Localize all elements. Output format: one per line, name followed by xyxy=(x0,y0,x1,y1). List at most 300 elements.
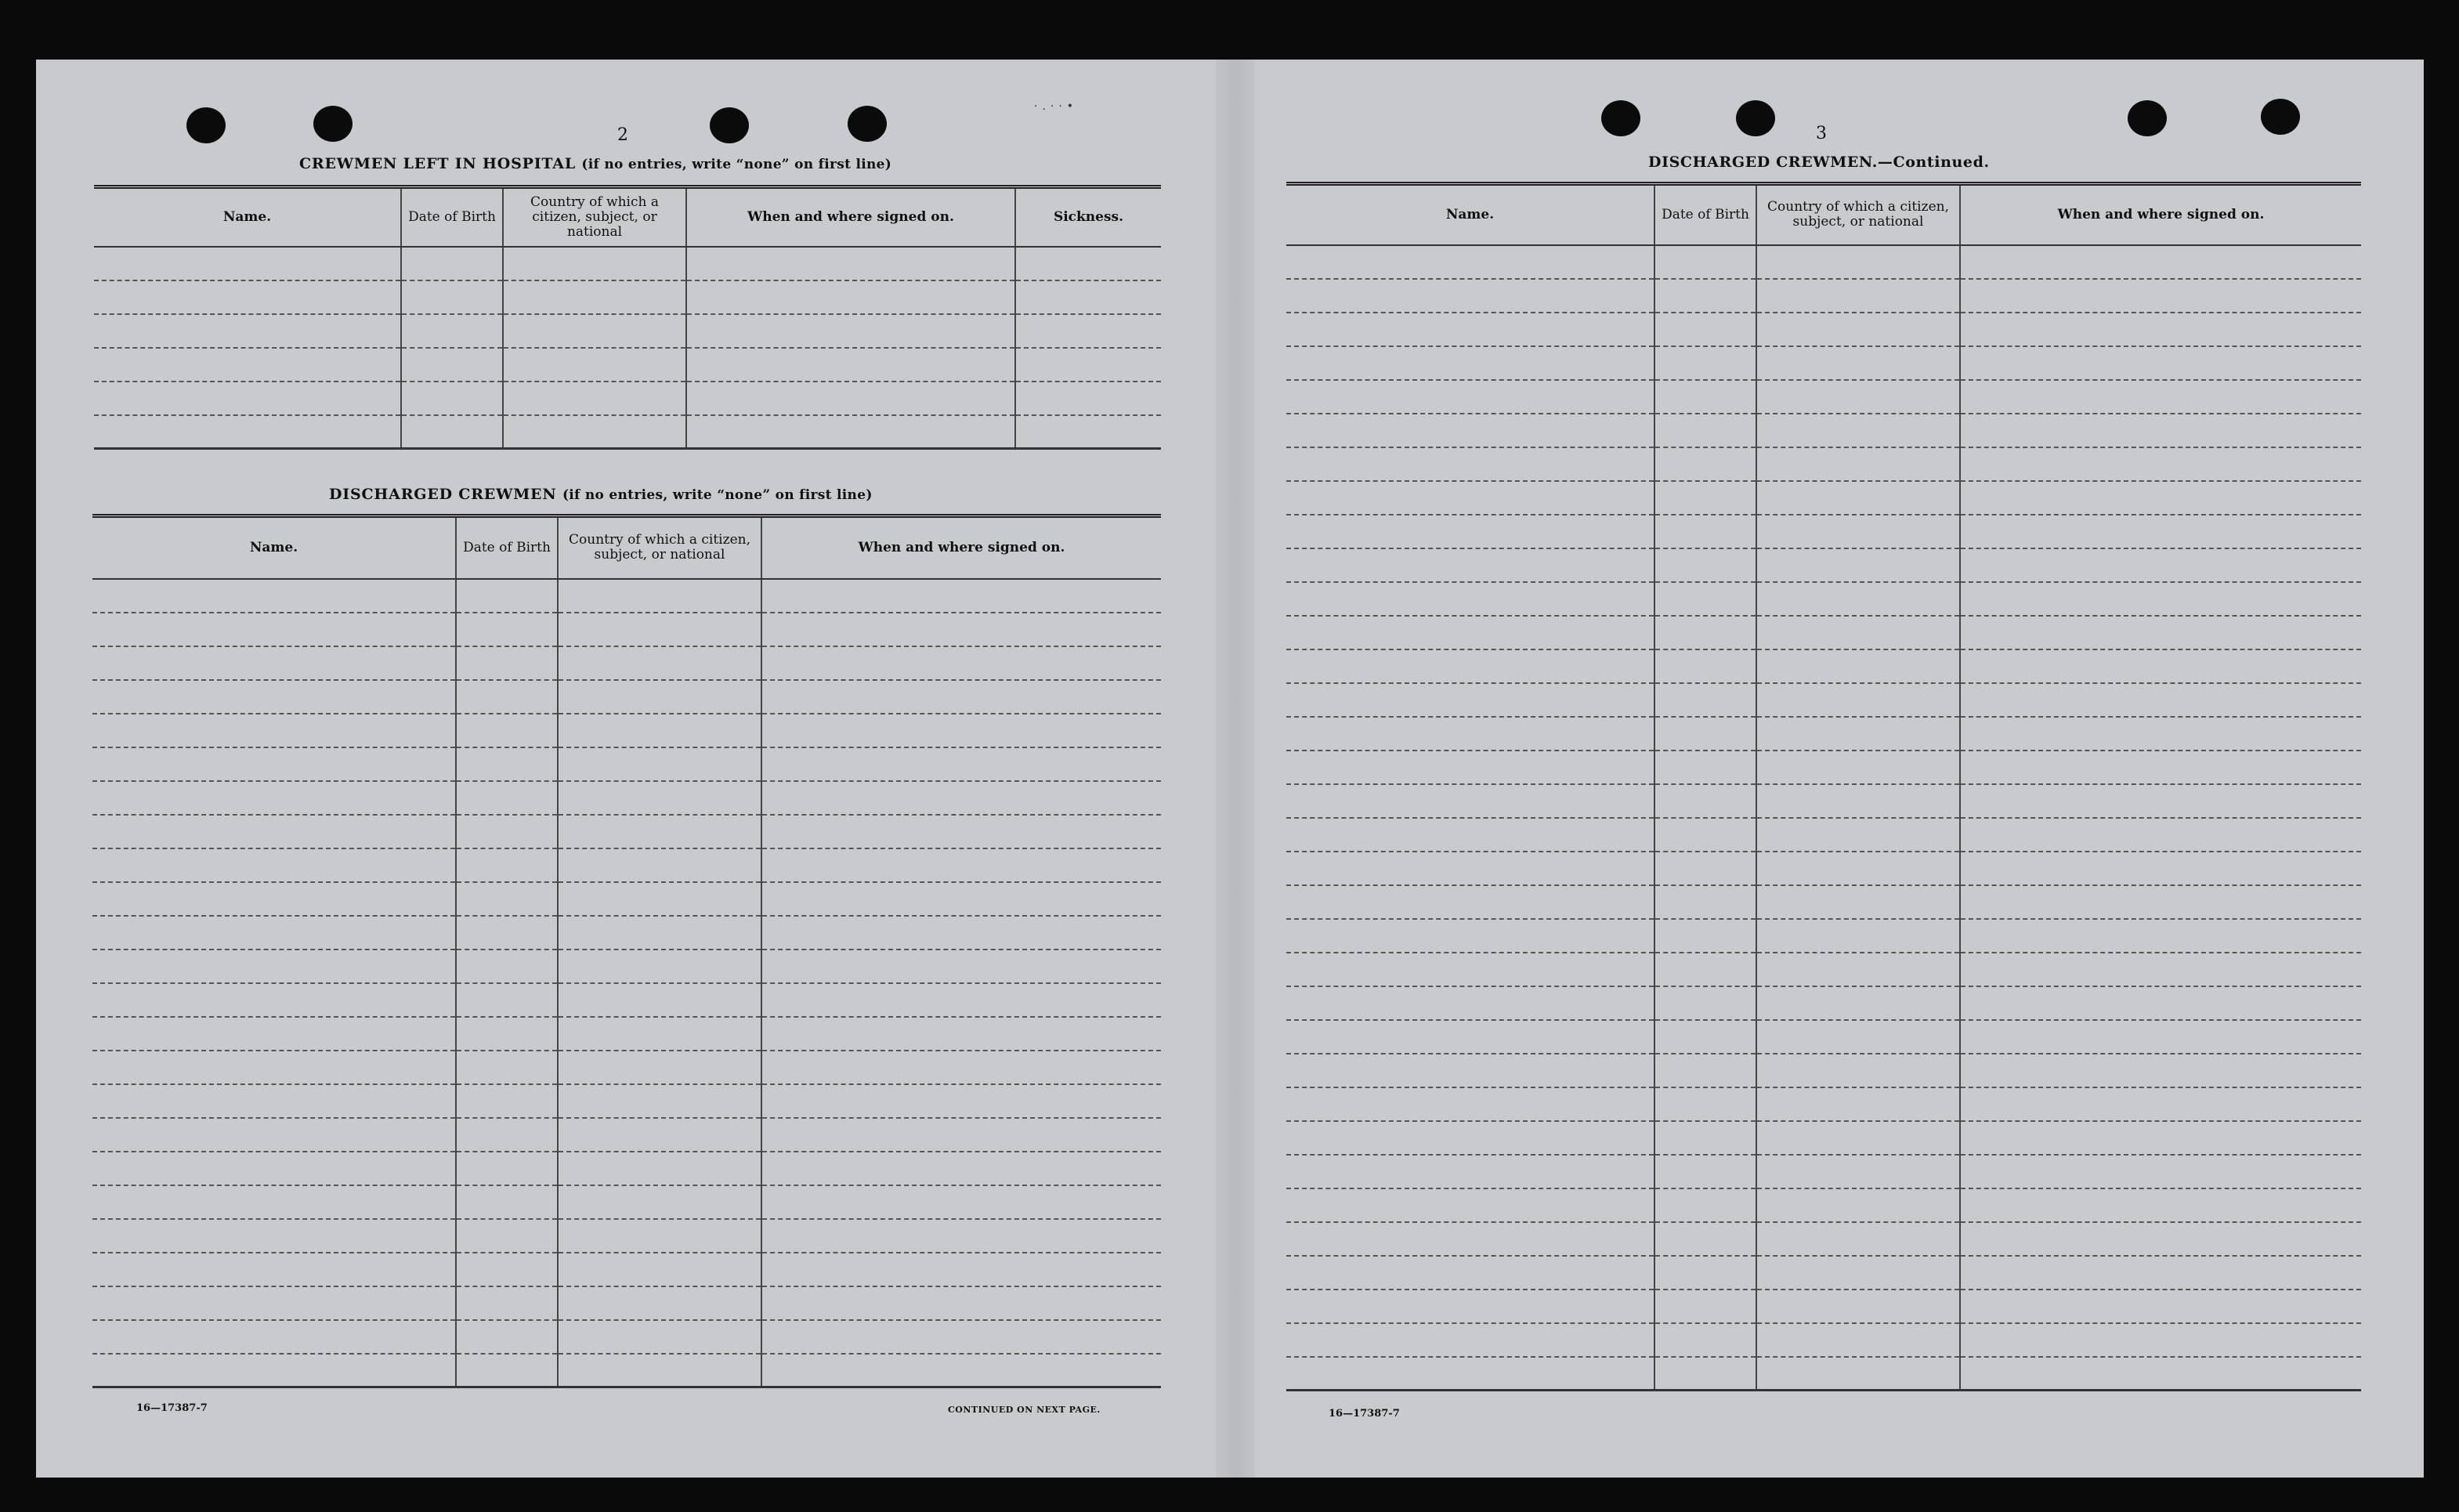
blank-entry-cell xyxy=(92,1320,456,1354)
blank-entry-cell xyxy=(456,747,558,781)
blank-entry-cell xyxy=(761,1084,1161,1118)
blank-entry-cell xyxy=(1654,582,1756,616)
blank-entry-row xyxy=(94,247,1161,280)
blank-entry-cell xyxy=(456,714,558,747)
blank-entry-cell xyxy=(1756,986,1960,1020)
blank-entry-cell xyxy=(1756,447,1960,481)
blank-entry-row xyxy=(92,747,1161,781)
col-sickness: Sickness. xyxy=(1015,187,1161,247)
blank-entry-cell xyxy=(92,680,456,714)
blank-entry-cell xyxy=(1286,245,1654,279)
blank-entry-cell xyxy=(1756,818,1960,852)
blank-entry-cell xyxy=(558,1118,761,1152)
page-number-right: 3 xyxy=(1816,124,1827,143)
blank-entry-cell xyxy=(1960,1357,2361,1391)
blank-entry-cell xyxy=(686,280,1015,314)
blank-entry-cell xyxy=(761,680,1161,714)
blank-entry-cell xyxy=(92,781,456,815)
blank-entry-row xyxy=(92,916,1161,950)
blank-entry-cell xyxy=(1286,986,1654,1020)
blank-entry-cell xyxy=(503,382,686,415)
blank-entry-cell xyxy=(1756,885,1960,919)
blank-entry-cell xyxy=(1286,818,1654,852)
blank-entry-cell xyxy=(456,1286,558,1320)
blank-entry-cell xyxy=(1756,1054,1960,1087)
blank-entry-cell xyxy=(94,382,401,415)
blank-entry-cell xyxy=(94,348,401,382)
col-name: Name. xyxy=(94,187,401,247)
blank-entry-cell xyxy=(1756,649,1960,683)
col-country: Country of which a citizen, subject, or national xyxy=(558,516,761,579)
blank-entry-row xyxy=(1286,481,2361,515)
blank-entry-cell xyxy=(1654,751,1756,784)
blank-entry-cell xyxy=(686,314,1015,348)
blank-entry-cell xyxy=(1286,1054,1654,1087)
hospital-table xyxy=(94,185,1161,450)
blank-entry-cell xyxy=(1286,1188,1654,1222)
blank-entry-cell xyxy=(761,1118,1161,1152)
blank-entry-cell xyxy=(1286,919,1654,953)
blank-entry-cell xyxy=(456,680,558,714)
col-signed-on: When and where signed on. xyxy=(686,187,1015,247)
blank-entry-row xyxy=(1286,447,2361,481)
blank-entry-cell xyxy=(1654,380,1756,414)
blank-entry-row xyxy=(92,680,1161,714)
blank-entry-cell xyxy=(1286,1323,1654,1357)
blank-entry-row xyxy=(1286,1188,2361,1222)
blank-entry-cell xyxy=(1654,649,1756,683)
blank-entry-cell xyxy=(1756,717,1960,751)
blank-entry-cell xyxy=(1654,953,1756,986)
blank-entry-cell xyxy=(94,247,401,280)
blank-entry-cell xyxy=(1756,1323,1960,1357)
blank-entry-cell xyxy=(1015,247,1161,280)
blank-entry-row xyxy=(92,1320,1161,1354)
blank-entry-row xyxy=(1286,582,2361,616)
blank-entry-cell xyxy=(558,1253,761,1286)
blank-entry-row xyxy=(1286,380,2361,414)
blank-entry-cell xyxy=(761,1253,1161,1286)
blank-entry-cell xyxy=(92,1118,456,1152)
blank-entry-cell xyxy=(1286,784,1654,818)
blank-entry-cell xyxy=(1960,1323,2361,1357)
blank-entry-cell xyxy=(1286,649,1654,683)
blank-entry-cell xyxy=(456,815,558,848)
blank-entry-cell xyxy=(686,382,1015,415)
blank-entry-cell xyxy=(1756,481,1960,515)
blank-entry-cell xyxy=(1960,919,2361,953)
blank-entry-cell xyxy=(1960,1054,2361,1087)
blank-entry-cell xyxy=(1286,380,1654,414)
blank-entry-cell xyxy=(558,848,761,882)
continued-note: CONTINUED ON NEXT PAGE. xyxy=(948,1405,1101,1415)
hospital-section-title xyxy=(299,155,891,172)
blank-entry-cell xyxy=(92,1152,456,1185)
blank-entry-row xyxy=(92,613,1161,646)
blank-entry-row xyxy=(92,1185,1161,1219)
blank-entry-cell xyxy=(1756,1020,1960,1054)
blank-entry-cell xyxy=(1286,717,1654,751)
blank-entry-cell xyxy=(1960,1188,2361,1222)
blank-entry-cell xyxy=(92,916,456,950)
blank-entry-cell xyxy=(761,848,1161,882)
col-date-of-birth: Date of Birth xyxy=(456,516,558,579)
blank-entry-row xyxy=(92,1152,1161,1185)
blank-entry-cell xyxy=(1286,582,1654,616)
blank-entry-cell xyxy=(1654,986,1756,1020)
blank-entry-cell xyxy=(761,1354,1161,1387)
blank-entry-cell xyxy=(1960,1020,2361,1054)
blank-entry-cell xyxy=(456,916,558,950)
blank-entry-row xyxy=(1286,649,2361,683)
blank-entry-cell xyxy=(401,247,503,280)
blank-entry-cell xyxy=(1015,348,1161,382)
blank-entry-row xyxy=(92,1084,1161,1118)
blank-entry-cell xyxy=(558,916,761,950)
blank-entry-cell xyxy=(1756,751,1960,784)
blank-entry-cell xyxy=(761,1051,1161,1084)
discharged-continued-rows xyxy=(1286,245,2361,1391)
blank-entry-row xyxy=(94,382,1161,415)
blank-entry-row xyxy=(1286,885,2361,919)
blank-entry-cell xyxy=(558,815,761,848)
blank-entry-cell xyxy=(456,848,558,882)
blank-entry-cell xyxy=(1654,919,1756,953)
blank-entry-cell xyxy=(1960,1222,2361,1256)
blank-entry-row xyxy=(1286,1357,2361,1391)
blank-entry-cell xyxy=(456,882,558,916)
blank-entry-cell xyxy=(558,1320,761,1354)
blank-entry-cell xyxy=(94,314,401,348)
blank-entry-cell xyxy=(1286,751,1654,784)
blank-entry-row xyxy=(92,950,1161,983)
discharged-instruction: (if no entries, write “none” on first line) xyxy=(562,487,873,503)
blank-entry-row xyxy=(1286,953,2361,986)
blank-entry-cell xyxy=(558,983,761,1017)
blank-entry-cell xyxy=(1960,784,2361,818)
blank-entry-row xyxy=(92,882,1161,916)
blank-entry-cell xyxy=(1654,1155,1756,1188)
discharged-table xyxy=(92,514,1161,1388)
blank-entry-row xyxy=(1286,1020,2361,1054)
blank-entry-cell xyxy=(1286,1222,1654,1256)
blank-entry-cell xyxy=(1960,245,2361,279)
blank-entry-cell xyxy=(1654,245,1756,279)
blank-entry-cell xyxy=(1960,1087,2361,1121)
blank-entry-cell xyxy=(1960,447,2361,481)
blank-entry-cell xyxy=(1960,1155,2361,1188)
blank-entry-cell xyxy=(1960,616,2361,649)
blank-entry-row xyxy=(1286,414,2361,447)
blank-entry-cell xyxy=(558,680,761,714)
blank-entry-cell xyxy=(92,1286,456,1320)
blank-entry-cell xyxy=(1756,548,1960,582)
blank-entry-cell xyxy=(1015,382,1161,415)
blank-entry-row xyxy=(1286,1323,2361,1357)
blank-entry-cell xyxy=(1286,548,1654,582)
col-signed-on: When and where signed on. xyxy=(761,516,1161,579)
blank-entry-cell xyxy=(1960,818,2361,852)
blank-entry-row xyxy=(1286,1087,2361,1121)
blank-entry-cell xyxy=(456,1253,558,1286)
blank-entry-cell xyxy=(1960,414,2361,447)
blank-entry-cell xyxy=(1286,852,1654,885)
blank-entry-cell xyxy=(92,1051,456,1084)
punch-hole xyxy=(848,106,887,142)
blank-entry-row xyxy=(1286,1121,2361,1155)
blank-entry-cell xyxy=(686,415,1015,449)
blank-entry-cell xyxy=(1654,818,1756,852)
blank-entry-cell xyxy=(456,781,558,815)
blank-entry-cell xyxy=(558,1286,761,1320)
blank-entry-cell xyxy=(1286,1087,1654,1121)
blank-entry-cell xyxy=(456,1152,558,1185)
blank-entry-cell xyxy=(1960,683,2361,717)
blank-entry-cell xyxy=(1756,683,1960,717)
blank-entry-row xyxy=(1286,683,2361,717)
blank-entry-cell xyxy=(1756,784,1960,818)
blank-entry-cell xyxy=(558,781,761,815)
blank-entry-row xyxy=(1286,1054,2361,1087)
blank-entry-cell xyxy=(1960,313,2361,346)
blank-entry-row xyxy=(1286,751,2361,784)
blank-entry-cell xyxy=(761,1185,1161,1219)
blank-entry-cell xyxy=(1286,346,1654,380)
blank-entry-cell xyxy=(1286,953,1654,986)
blank-entry-row xyxy=(92,579,1161,613)
page-gutter xyxy=(1216,60,1255,1478)
blank-entry-cell xyxy=(92,983,456,1017)
col-name: Name. xyxy=(1286,184,1654,245)
blank-entry-cell xyxy=(1015,415,1161,449)
blank-entry-cell xyxy=(558,579,761,613)
punch-hole xyxy=(186,107,226,143)
blank-entry-cell xyxy=(558,1185,761,1219)
blank-entry-cell xyxy=(558,1084,761,1118)
blank-entry-cell xyxy=(1286,1290,1654,1323)
blank-entry-cell xyxy=(401,415,503,449)
blank-entry-cell xyxy=(1756,1087,1960,1121)
punch-hole xyxy=(1736,100,1775,136)
blank-entry-cell xyxy=(1960,649,2361,683)
blank-entry-cell xyxy=(761,747,1161,781)
blank-entry-cell xyxy=(1960,717,2361,751)
page-number-left: 2 xyxy=(617,125,628,145)
blank-entry-cell xyxy=(1286,683,1654,717)
blank-entry-cell xyxy=(761,646,1161,680)
col-date-of-birth: Date of Birth xyxy=(401,187,503,247)
blank-entry-row xyxy=(1286,1256,2361,1290)
blank-entry-cell xyxy=(1756,852,1960,885)
blank-entry-cell xyxy=(558,1051,761,1084)
blank-entry-row xyxy=(1286,245,2361,279)
blank-entry-cell xyxy=(1654,852,1756,885)
blank-entry-cell xyxy=(92,1219,456,1253)
blank-entry-cell xyxy=(1286,1256,1654,1290)
blank-entry-cell xyxy=(94,415,401,449)
blank-entry-cell xyxy=(1015,314,1161,348)
blank-entry-cell xyxy=(503,247,686,280)
blank-entry-cell xyxy=(92,1354,456,1387)
blank-entry-cell xyxy=(558,714,761,747)
blank-entry-cell xyxy=(1654,548,1756,582)
blank-entry-row xyxy=(92,1354,1161,1387)
blank-entry-cell xyxy=(92,848,456,882)
blank-entry-row xyxy=(92,848,1161,882)
blank-entry-row xyxy=(1286,313,2361,346)
blank-entry-cell xyxy=(1286,279,1654,313)
blank-entry-cell xyxy=(761,781,1161,815)
scan-specks: ·.··• xyxy=(1034,100,1079,113)
blank-entry-cell xyxy=(761,916,1161,950)
blank-entry-cell xyxy=(456,950,558,983)
blank-entry-cell xyxy=(503,348,686,382)
blank-entry-cell xyxy=(1654,1020,1756,1054)
blank-entry-cell xyxy=(1960,1121,2361,1155)
blank-entry-cell xyxy=(92,1017,456,1051)
blank-entry-row xyxy=(92,1017,1161,1051)
blank-entry-row xyxy=(92,646,1161,680)
blank-entry-row xyxy=(1286,346,2361,380)
blank-entry-row xyxy=(1286,1155,2361,1188)
col-signed-on: When and where signed on. xyxy=(1960,184,2361,245)
blank-entry-cell xyxy=(456,646,558,680)
blank-entry-row xyxy=(1286,784,2361,818)
blank-entry-cell xyxy=(1960,582,2361,616)
blank-entry-cell xyxy=(1654,447,1756,481)
blank-entry-cell xyxy=(1286,313,1654,346)
blank-entry-cell xyxy=(1654,717,1756,751)
blank-entry-cell xyxy=(1654,1188,1756,1222)
blank-entry-cell xyxy=(456,579,558,613)
blank-entry-cell xyxy=(1654,279,1756,313)
blank-entry-cell xyxy=(761,882,1161,916)
discharged-continued-title: DISCHARGED CREWMEN.—Continued. xyxy=(1648,154,1990,171)
blank-entry-row xyxy=(94,415,1161,449)
col-country: Country of which a citizen, subject, or national xyxy=(1756,184,1960,245)
blank-entry-cell xyxy=(92,815,456,848)
blank-entry-cell xyxy=(456,983,558,1017)
blank-entry-cell xyxy=(1960,481,2361,515)
blank-entry-cell xyxy=(456,1084,558,1118)
blank-entry-row xyxy=(92,781,1161,815)
blank-entry-row xyxy=(1286,1222,2361,1256)
blank-entry-cell xyxy=(558,747,761,781)
punch-hole xyxy=(1601,100,1640,136)
blank-entry-cell xyxy=(1654,1256,1756,1290)
blank-entry-row xyxy=(1286,986,2361,1020)
blank-entry-cell xyxy=(761,714,1161,747)
blank-entry-cell xyxy=(1654,1357,1756,1391)
blank-entry-cell xyxy=(1756,1155,1960,1188)
blank-entry-cell xyxy=(1756,380,1960,414)
blank-entry-cell xyxy=(1654,481,1756,515)
blank-entry-cell xyxy=(1756,1290,1960,1323)
col-country: Country of which a citizen, subject, or national xyxy=(503,187,686,247)
blank-entry-cell xyxy=(558,882,761,916)
blank-entry-row xyxy=(1286,279,2361,313)
blank-entry-cell xyxy=(761,1152,1161,1185)
blank-entry-cell xyxy=(1654,683,1756,717)
blank-entry-cell xyxy=(1654,313,1756,346)
blank-entry-cell xyxy=(456,1017,558,1051)
blank-entry-cell xyxy=(503,280,686,314)
blank-entry-cell xyxy=(761,1219,1161,1253)
col-name: Name. xyxy=(92,516,456,579)
blank-entry-cell xyxy=(1654,1121,1756,1155)
blank-entry-cell xyxy=(761,579,1161,613)
blank-entry-cell xyxy=(761,983,1161,1017)
blank-entry-row xyxy=(1286,919,2361,953)
blank-entry-cell xyxy=(558,1219,761,1253)
blank-entry-cell xyxy=(1654,616,1756,649)
blank-entry-row xyxy=(92,1286,1161,1320)
discharged-title-text: DISCHARGED CREWMEN xyxy=(329,486,557,503)
blank-entry-row xyxy=(94,280,1161,314)
blank-entry-cell xyxy=(94,280,401,314)
blank-entry-cell xyxy=(1286,1155,1654,1188)
blank-entry-cell xyxy=(761,613,1161,646)
blank-entry-cell xyxy=(1654,1054,1756,1087)
blank-entry-cell xyxy=(1960,986,2361,1020)
blank-entry-cell xyxy=(1286,885,1654,919)
blank-entry-cell xyxy=(1756,414,1960,447)
blank-entry-row xyxy=(92,815,1161,848)
blank-entry-cell xyxy=(456,1118,558,1152)
blank-entry-cell xyxy=(558,1017,761,1051)
blank-entry-cell xyxy=(1654,1222,1756,1256)
blank-entry-row xyxy=(1286,818,2361,852)
blank-entry-cell xyxy=(1960,548,2361,582)
blank-entry-row xyxy=(1286,717,2361,751)
blank-entry-row xyxy=(92,1219,1161,1253)
blank-entry-cell xyxy=(686,247,1015,280)
blank-entry-cell xyxy=(92,714,456,747)
blank-entry-cell xyxy=(1960,885,2361,919)
blank-entry-cell xyxy=(1756,953,1960,986)
blank-entry-cell xyxy=(456,1051,558,1084)
blank-entry-cell xyxy=(92,613,456,646)
punch-hole xyxy=(2128,100,2167,136)
blank-entry-cell xyxy=(1286,447,1654,481)
blank-entry-cell xyxy=(503,415,686,449)
blank-entry-cell xyxy=(92,747,456,781)
blank-entry-cell xyxy=(401,348,503,382)
blank-entry-cell xyxy=(1756,1222,1960,1256)
blank-entry-cell xyxy=(1756,616,1960,649)
blank-entry-cell xyxy=(558,646,761,680)
blank-entry-cell xyxy=(92,1185,456,1219)
blank-entry-cell xyxy=(1654,784,1756,818)
blank-entry-cell xyxy=(1286,414,1654,447)
blank-entry-cell xyxy=(1654,414,1756,447)
blank-entry-cell xyxy=(1654,1087,1756,1121)
blank-entry-row xyxy=(92,1051,1161,1084)
blank-entry-cell xyxy=(1654,1323,1756,1357)
blank-entry-cell xyxy=(558,950,761,983)
blank-entry-cell xyxy=(92,1084,456,1118)
blank-entry-row xyxy=(92,1253,1161,1286)
blank-entry-cell xyxy=(456,1354,558,1387)
blank-entry-row xyxy=(1286,852,2361,885)
blank-entry-cell xyxy=(92,1253,456,1286)
blank-entry-cell xyxy=(1286,1020,1654,1054)
blank-entry-cell xyxy=(761,1320,1161,1354)
blank-entry-cell xyxy=(1960,380,2361,414)
blank-entry-cell xyxy=(1960,515,2361,548)
blank-entry-cell xyxy=(1960,852,2361,885)
blank-entry-cell xyxy=(1756,515,1960,548)
